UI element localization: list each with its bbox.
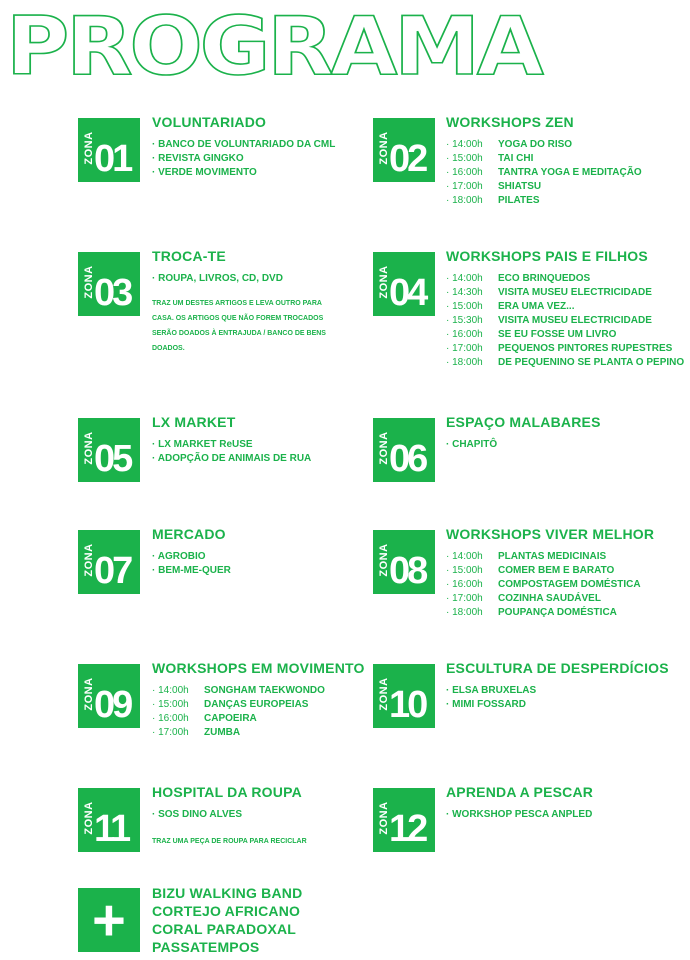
list-item: · LX MARKET ReUSE	[152, 438, 311, 452]
zone-badge-03	[78, 252, 140, 316]
schedule-activity: COZINHA SAUDÁVEL	[498, 593, 601, 604]
zone-items	[446, 808, 593, 822]
extra-symbol-box	[78, 888, 140, 952]
list-item: · BANCO DE VOLUNTARIADO DA CML	[152, 138, 335, 152]
extra-line: BIZU WALKING BAND	[152, 885, 303, 901]
schedule-table	[152, 684, 325, 740]
schedule-activity: ECO BRINQUEDOS	[498, 273, 591, 284]
zone-number: 07	[94, 550, 131, 592]
schedule-time: · 15:00h	[446, 152, 498, 166]
schedule-time: · 15:00h	[152, 698, 204, 712]
zone-items	[152, 808, 307, 822]
zone-title: LX MARKET	[152, 414, 236, 430]
zone-section-10	[446, 660, 669, 712]
zone-badge-02	[373, 118, 435, 182]
schedule-activity: TAI CHI	[498, 153, 534, 164]
zone-title: WORKSHOPS PAIS E FILHOS	[446, 248, 648, 264]
zone-number: 05	[94, 438, 131, 480]
schedule-row	[152, 712, 325, 726]
schedule-table	[446, 550, 641, 620]
list-item: · VERDE MOVIMENTO	[152, 166, 335, 180]
zone-items	[152, 550, 231, 578]
schedule-row	[152, 684, 325, 698]
zone-badge-09	[78, 664, 140, 728]
zone-title: WORKSHOPS VIVER MELHOR	[446, 526, 655, 542]
zone-title: ESPAÇO MALABARES	[446, 414, 601, 430]
schedule-activity: SHIATSU	[498, 181, 542, 192]
zone-items	[152, 138, 335, 180]
schedule-row	[446, 166, 642, 180]
zone-items	[446, 684, 669, 712]
list-item: · ROUPA, LIVROS, CD, DVD	[152, 272, 327, 286]
schedule-row	[446, 300, 684, 314]
schedule-row	[446, 152, 642, 166]
zone-number: 09	[94, 684, 131, 726]
schedule-activity: POUPANÇA DOMÉSTICA	[498, 607, 617, 618]
schedule-row	[446, 578, 641, 592]
schedule-time: · 18:00h	[446, 356, 498, 370]
list-item: · ADOPÇÃO DE ANIMAIS DE RUA	[152, 452, 311, 466]
schedule-activity: SE EU FOSSE UM LIVRO	[498, 329, 617, 340]
zone-items	[446, 438, 601, 452]
zone-label: ZONA	[83, 543, 95, 577]
zone-label: ZONA	[378, 265, 390, 299]
zone-label: ZONA	[378, 677, 390, 711]
schedule-time: · 17:00h	[446, 592, 498, 606]
schedule-time: · 16:00h	[446, 578, 498, 592]
schedule-row	[446, 356, 684, 370]
zone-number: 06	[389, 438, 426, 480]
schedule-row	[446, 592, 641, 606]
schedule-row	[152, 698, 325, 712]
extra-line: CORTEJO AFRICANO	[152, 903, 301, 919]
schedule-time: · 17:00h	[446, 342, 498, 356]
schedule-activity: COMER BEM E BARATO	[498, 565, 615, 576]
list-item: · BEM-ME-QUER	[152, 564, 231, 578]
zone-title: ESCULTURA DE DESPERDÍCIOS	[446, 660, 669, 676]
zone-title: HOSPITAL DA ROUPA	[152, 784, 302, 800]
list-item: · MIMI FOSSARD	[446, 698, 669, 712]
schedule-row	[446, 606, 641, 620]
zone-badge-07	[78, 530, 140, 594]
page-title: PROGRAMA	[6, 0, 541, 93]
zone-note: TRAZ UMA PEÇA DE ROUPA PARA RECICLAR	[152, 838, 307, 845]
zone-label: ZONA	[83, 265, 95, 299]
schedule-time: · 16:00h	[446, 166, 498, 180]
schedule-time: · 14:30h	[446, 286, 498, 300]
extra-line: PASSATEMPOS	[152, 939, 260, 955]
schedule-row	[446, 550, 641, 564]
zone-number: 03	[94, 272, 131, 314]
zone-title: VOLUNTARIADO	[152, 114, 267, 130]
zone-section-07	[152, 526, 231, 578]
zone-title: APRENDA A PESCAR	[446, 784, 594, 800]
zone-section-01	[152, 114, 335, 180]
zone-badge-08	[373, 530, 435, 594]
schedule-table	[446, 272, 684, 370]
schedule-activity: DE PEQUENINO SE PLANTA O PEPINO	[498, 357, 685, 368]
schedule-activity: COMPOSTAGEM DOMÉSTICA	[498, 579, 641, 590]
extra-section	[152, 884, 302, 956]
schedule-row	[446, 138, 642, 152]
schedule-time: · 15:30h	[446, 314, 498, 328]
zone-note: TRAZ UM DESTES ARTIGOS E LEVA OUTRO PARA CASA. OS ARTIGOS QUE NÃO FOREM TROCADOS SERÃO DOADOS À ENTRAJUDA / BANCO DE BENS DOADOS.	[152, 300, 326, 352]
schedule-time: · 15:00h	[446, 564, 498, 578]
zone-section-05	[152, 414, 311, 466]
list-item: · AGROBIO	[152, 550, 231, 564]
schedule-activity: TANTRA YOGA E MEDITAÇÃO	[498, 167, 642, 178]
zone-badge-05	[78, 418, 140, 482]
schedule-activity: SONGHAM TAEKWONDO	[204, 685, 325, 696]
schedule-table	[446, 138, 642, 208]
zone-label: ZONA	[378, 543, 390, 577]
zone-badge-10	[373, 664, 435, 728]
zone-label: ZONA	[83, 131, 95, 165]
schedule-row	[446, 564, 641, 578]
schedule-activity: ZUMBA	[204, 727, 241, 738]
schedule-time: · 14:00h	[152, 684, 204, 698]
schedule-activity: PILATES	[498, 195, 540, 206]
zone-title: WORKSHOPS ZEN	[446, 114, 574, 130]
list-item: · SOS DINO ALVES	[152, 808, 307, 822]
zone-badge-12	[373, 788, 435, 852]
zone-number: 02	[389, 138, 426, 180]
zone-badge-11	[78, 788, 140, 852]
schedule-row	[152, 726, 325, 740]
list-item: · CHAPITÔ	[446, 438, 601, 452]
schedule-row	[446, 314, 684, 328]
schedule-row	[446, 342, 684, 356]
zone-badge-04	[373, 252, 435, 316]
schedule-time: · 14:00h	[446, 272, 498, 286]
schedule-time: · 18:00h	[446, 194, 498, 208]
schedule-time: · 17:00h	[152, 726, 204, 740]
zone-section-11	[152, 784, 307, 849]
zone-items	[152, 438, 311, 466]
schedule-time: · 14:00h	[446, 138, 498, 152]
zone-section-09	[152, 660, 365, 740]
zone-badge-06	[373, 418, 435, 482]
zone-section-08	[446, 526, 654, 620]
schedule-activity: VISITA MUSEU ELECTRICIDADE	[498, 315, 652, 326]
schedule-row	[446, 272, 684, 286]
zone-section-06	[446, 414, 601, 452]
zone-label: ZONA	[83, 677, 95, 711]
list-item: · WORKSHOP PESCA ANPLED	[446, 808, 593, 822]
zone-label: ZONA	[83, 801, 95, 835]
schedule-time: · 17:00h	[446, 180, 498, 194]
zone-label: ZONA	[378, 801, 390, 835]
schedule-row	[446, 286, 684, 300]
zone-badge-01	[78, 118, 140, 182]
zone-section-02	[446, 114, 642, 208]
zone-number: 12	[389, 808, 426, 850]
list-item: · ELSA BRUXELAS	[446, 684, 669, 698]
zone-number: 11	[94, 808, 129, 850]
zone-section-03	[152, 248, 327, 356]
schedule-time: · 18:00h	[446, 606, 498, 620]
schedule-row	[446, 328, 684, 342]
extra-line: CORAL PARADOXAL	[152, 921, 297, 937]
zone-number: 08	[389, 550, 426, 592]
zone-label: ZONA	[83, 431, 95, 465]
zone-title: WORKSHOPS EM MOVIMENTO	[152, 660, 365, 676]
schedule-time: · 15:00h	[446, 300, 498, 314]
schedule-activity: ERA UMA VEZ...	[498, 301, 575, 312]
schedule-activity: YOGA DO RISO	[498, 139, 573, 150]
schedule-row	[446, 180, 642, 194]
schedule-time: · 16:00h	[152, 712, 204, 726]
schedule-time: · 16:00h	[446, 328, 498, 342]
plus-icon: +	[92, 888, 126, 953]
schedule-activity: PEQUENOS PINTORES RUPESTRES	[498, 343, 673, 354]
zone-label: ZONA	[378, 131, 390, 165]
schedule-time: · 14:00h	[446, 550, 498, 564]
zone-number: 10	[389, 684, 426, 726]
zone-section-04	[446, 248, 684, 370]
schedule-activity: DANÇAS EUROPEIAS	[204, 699, 309, 710]
zone-items	[152, 272, 327, 286]
zone-number: 04	[389, 272, 426, 314]
zone-section-12	[446, 784, 593, 822]
schedule-activity: PLANTAS MEDICINAIS	[498, 551, 607, 562]
zone-title: MERCADO	[152, 526, 226, 542]
list-item: · REVISTA GINGKO	[152, 152, 335, 166]
zone-number: 01	[94, 138, 131, 180]
schedule-activity: CAPOEIRA	[204, 713, 257, 724]
zone-title: TROCA-TE	[152, 248, 226, 264]
schedule-activity: VISITA MUSEU ELECTRICIDADE	[498, 287, 652, 298]
schedule-row	[446, 194, 642, 208]
zone-label: ZONA	[378, 431, 390, 465]
